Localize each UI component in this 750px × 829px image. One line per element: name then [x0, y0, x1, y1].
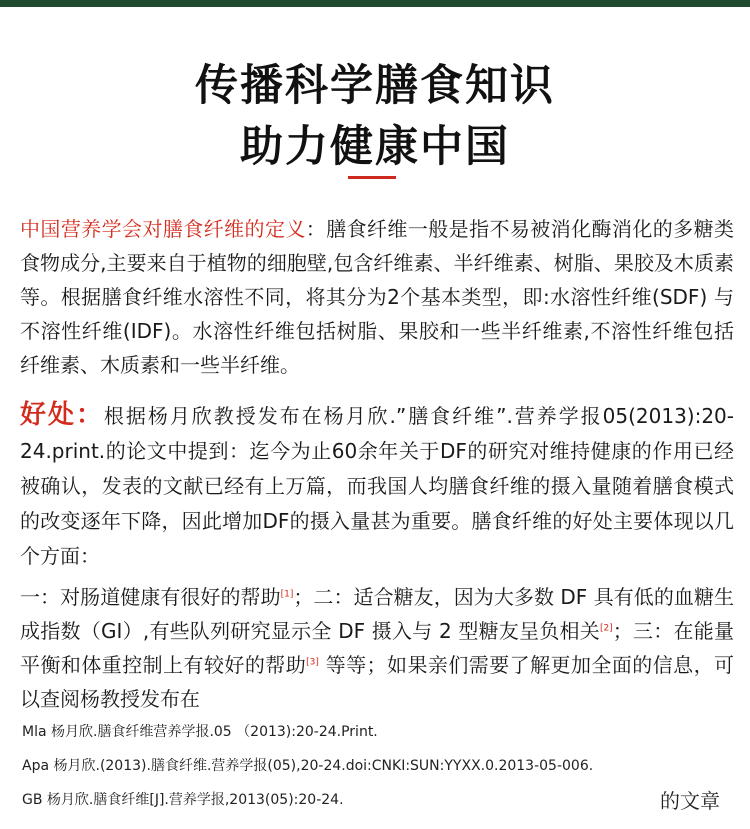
definition-colon: ：	[305, 217, 327, 241]
citation-mla: Mla 杨月欣.膳食纤维营养学报.05 （2013):20-24.Print.	[22, 724, 378, 740]
page-title-line-1: 传播科学膳食知识	[195, 61, 555, 111]
citation-apa: Apa 杨月欣.(2013).膳食纤维.营养学报(05),20-24.doi:CNKI:SUN:YYXX.0.2013-05-006.	[22, 758, 594, 774]
benefit-point-2: ；二：适合糖友，因为大多数 DF 具有低的血糖生成指数（GI）,有些队列研究显示全 DF 摄入与 2 型糖友呈负相关	[20, 585, 734, 643]
citation-gb: GB 杨月欣.膳食纤维[J].营养学报,2013(05):20-24.	[22, 792, 344, 808]
definition-body: 膳食纤维一般是指不易被消化酶消化的多糖类食物成分,主要来自于植物的细胞壁,包含纤维素、半纤维素、树脂、果胶及木质素等。根据膳食纤维水溶性不同，将其分为2个基本类型，即:水溶性纤维(SDF) 与不溶性纤维(IDF)。水溶性纤维包括树脂、果胶和一些半纤维素,不溶性纤维包括纤维素、木质素和一些半纤维。	[20, 217, 735, 377]
definition-paragraph	[20, 212, 734, 382]
benefit-point-1: 一：对肠道健康有很好的帮助	[20, 585, 281, 609]
benefit-point-3: ；三：在能量平衡和体重控制上有较好的帮助	[20, 619, 735, 677]
title-divider	[348, 176, 396, 179]
page-title-line-2: 助力健康中国	[240, 122, 510, 172]
benefits-body: 根据杨月欣教授发布在杨月欣.”膳食纤维”.营养学报05(2013):20-24.print.的论文中提到：迄今为止60余年关于DF的研究对维持健康的作用已经被确认，发表的文献已经有上万篇，而我国人均膳食纤维的摄入量随着膳食模式的改变逐年下降，因此增加DF的摄入量甚为重要。膳食纤维的好处主要体现以几个方面：	[20, 404, 734, 568]
reference-2: [2]	[600, 623, 613, 634]
benefit-points-paragraph	[20, 580, 734, 716]
benefits-lead: 好处：	[20, 400, 104, 430]
reference-1: [1]	[280, 589, 294, 600]
reference-3: [3]	[306, 657, 319, 668]
definition-lead: 中国营养学会对膳食纤维的定义	[20, 217, 306, 241]
citation-tail-text: 的文章	[660, 789, 720, 813]
benefit-closing: 等等；如果亲们需要了解更加全面的信息，可以查阅杨教授发布在	[20, 653, 735, 711]
top-border-bar	[0, 0, 750, 7]
benefits-paragraph	[20, 398, 734, 574]
